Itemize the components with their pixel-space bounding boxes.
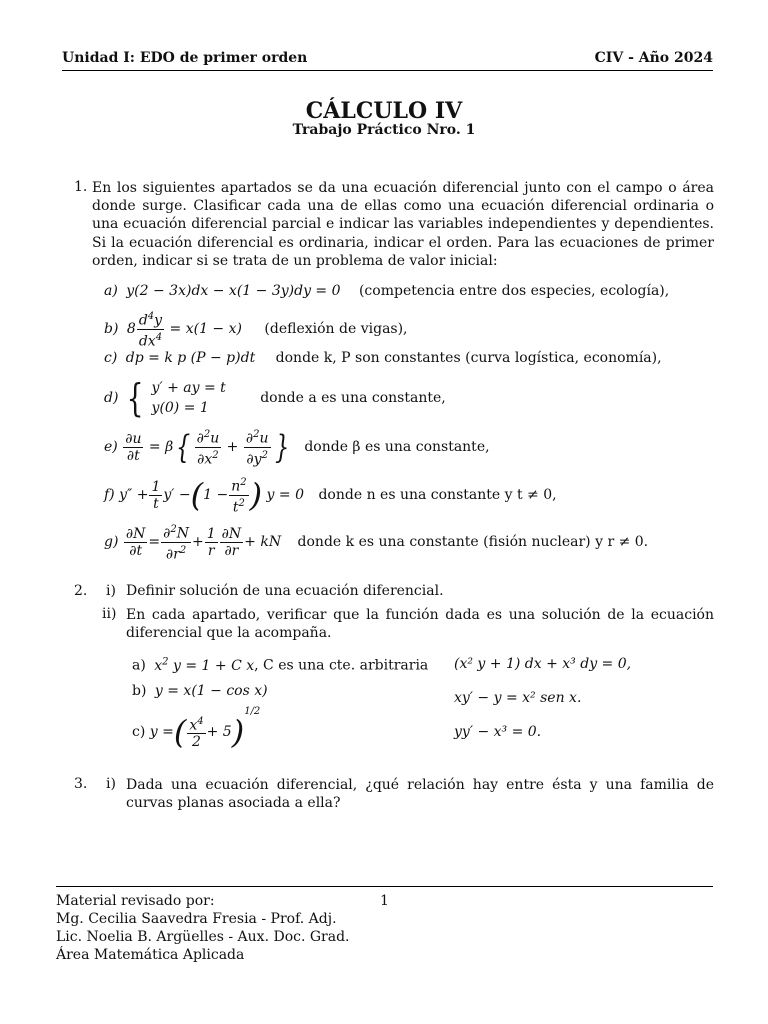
q3-number: 3.	[74, 776, 88, 792]
q1-a-note: (competencia entre dos especies, ecología),	[358, 283, 670, 299]
q2-a-function-tail: , C es una cte. arbitraria	[254, 657, 429, 674]
q3-i-text: Dada una ecuación diferencial, ¿qué relación hay entre ésta y una familia de curvas planas asociada a ella?	[126, 777, 714, 812]
q1-b-equation: 8 $\frac{d^4y}{dx^4}$ = x(1 − x)	[126, 311, 242, 350]
q2-number: 2.	[74, 583, 88, 599]
q2-item-c	[132, 706, 260, 751]
q1-g-equation: $\frac{\partial N}{\partial t}$ = $\frac{\partial^2N}{\partial r^2}$ + $\frac{1}{r}$ $\frac{\partial N}{\partial r}$ + kN	[125, 524, 282, 563]
q1-g-label: g)	[104, 534, 119, 551]
q2-a-function: $x^2$ y = 1 + C x	[154, 656, 255, 674]
q2-a-label: a)	[132, 657, 146, 674]
q1-f-label: f)	[104, 487, 115, 504]
page-title: CÁLCULO IV	[305, 98, 463, 124]
q2-i-label: i)	[106, 583, 116, 599]
q1-d-line1: y′ + ay = t	[151, 380, 226, 396]
q2-ii-text: En cada apartado, verificar que la función dada es una solución de la ecuación diferencial que la acompaña.	[126, 607, 714, 642]
footer-line-2: Mg. Cecilia Saavedra Fresia - Prof. Adj.	[56, 911, 337, 927]
header-right: CIV - Año 2024	[594, 50, 713, 66]
q3-i-label: i)	[106, 776, 116, 792]
page-number: 1	[380, 893, 389, 909]
header-rule	[62, 70, 713, 71]
q1-e-label: e)	[104, 439, 118, 456]
footer-line-3: Lic. Noelia B. Argüelles - Aux. Doc. Grad.	[56, 929, 350, 945]
q1-b-note: (deflexión de vigas),	[264, 321, 408, 338]
q2-c-label: c)	[132, 724, 146, 740]
q2-b-label: b)	[132, 683, 147, 699]
footer-rule	[56, 886, 713, 887]
q1-d-label: d)	[104, 390, 119, 406]
q1-item-b	[104, 309, 408, 349]
q1-d-system	[152, 378, 226, 418]
q1-a-label: a)	[104, 283, 118, 299]
q1-item-a	[104, 283, 669, 299]
q1-item-c	[104, 350, 662, 366]
q1-f-note: donde n es una constante y t ≠ 0,	[318, 487, 557, 504]
q1-item-e	[104, 427, 490, 467]
q2-item-a	[132, 656, 428, 674]
footer-line-4: Área Matemática Aplicada	[56, 947, 245, 963]
q1-item-f	[104, 475, 557, 515]
q1-c-label: c)	[104, 350, 118, 366]
q2-b-equation: xy′ − y = x² sen x.	[454, 690, 582, 706]
q1-c-note: donde k, P son constantes (curva logística, economía),	[275, 350, 662, 366]
page-subtitle: Trabajo Práctico Nro. 1	[292, 122, 476, 138]
q1-g-note: donde k es una constante (fisión nuclear) y r ≠ 0.	[297, 534, 649, 551]
q1-d-note: donde a es una constante,	[260, 390, 446, 406]
header-left: Unidad I: EDO de primer orden	[62, 50, 308, 66]
q1-f-equation: y″ + $\frac{1}{t}$ y′ −(1 − $\frac{n^2}{t^2}$ ) y = 0	[119, 476, 305, 516]
q1-d-brace: {	[126, 376, 144, 420]
footer-line-1: Material revisado por:	[56, 893, 215, 909]
q2-a-equation: (x² y + 1) dx + x³ dy = 0,	[454, 656, 632, 672]
q1-e-note: donde β es una constante,	[304, 439, 490, 456]
q1-c-equation: dp = k p (P − p)dt	[125, 350, 256, 366]
q1-a-equation: y(2 − 3x)dx − x(1 − 3y)dy = 0	[126, 283, 341, 299]
q1-b-label: b)	[104, 321, 119, 338]
q1-number: 1.	[74, 179, 88, 195]
q2-c-equation: yy′ − x³ = 0.	[454, 724, 542, 740]
q1-item-d	[104, 376, 446, 420]
q1-d-line2: y(0) = 1	[151, 400, 209, 416]
q1-item-g	[104, 522, 648, 562]
q2-i-text: Definir solución de una ecuación diferencial.	[126, 583, 444, 599]
q1-text: En los siguientes apartados se da una ecuación diferencial junto con el campo o área donde surge. Clasificar cada una de ellas como una ecuación diferencial ordinaria o una ecuación diferencial parcial e indicar las variables independientes y dependientes. Si la ecuación diferencial es ordinaria, indicar el orden. Para las ecuaciones de primer orden, indicar si se trata de un problema de valor inicial:	[92, 180, 714, 269]
q1-e-equation: $\frac{\partial u}{\partial t}$ = β{ $\frac{\partial^2u}{\partial x^2}$ + $\frac{\partial^2u}{\partial y^2}$ }	[125, 428, 289, 468]
q2-b-function: y = x(1 − cos x)	[154, 683, 268, 699]
q2-item-b	[132, 683, 268, 699]
q2-c-function: y =( $\frac{x^4}{2}$ + 5)$^{1/2}$	[149, 706, 261, 751]
q2-ii-label: ii)	[102, 606, 117, 622]
